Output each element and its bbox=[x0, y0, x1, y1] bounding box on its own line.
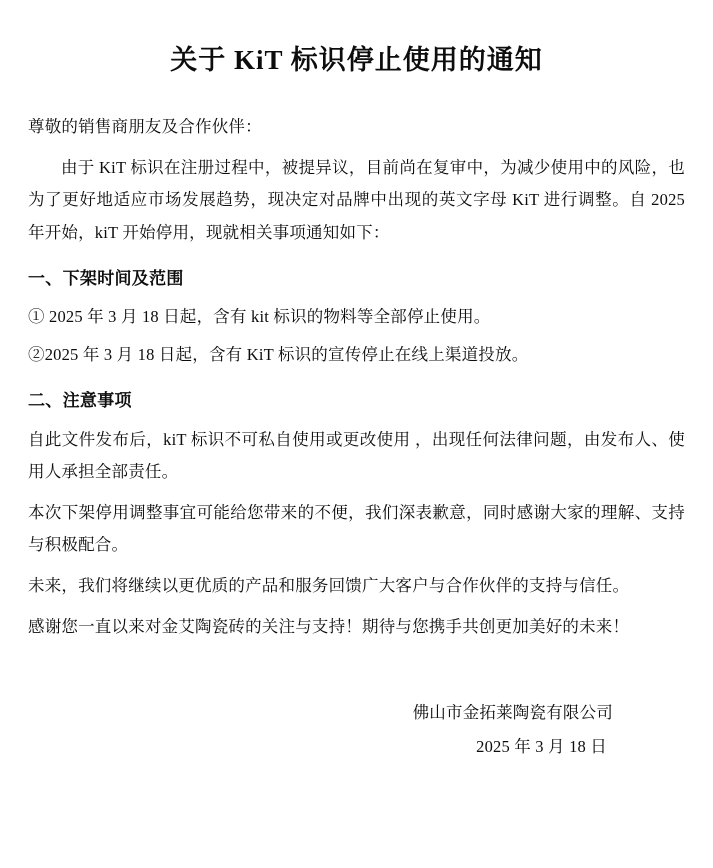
signature-date: 2025 年 3 月 18 日 bbox=[476, 737, 607, 757]
signature-company: 佛山市金拓莱陶瓷有限公司 bbox=[412, 702, 613, 722]
section-heading-1: 一、下架时间及范围 bbox=[28, 268, 184, 288]
notice-paragraph-1: 自此文件发布后，kiT 标识不可私自使用或更改使用 ，出现任何法律问题，由发布人、使用人承担全部责任。 bbox=[28, 429, 685, 481]
page-title: 关于 KiT 标识停止使用的通知 bbox=[170, 45, 543, 75]
notice-paragraph-4: 感谢您一直以来对金艾陶瓷砖的关注与支持！期待与您携手共创更加美好的未来！ bbox=[28, 617, 630, 637]
intro-paragraph: 由于 KiT 标识在注册过程中，被提异议，目前尚在复审中，为减少使用中的风险，也为了更好地适应市场发展趋势，现决定对品牌中出现的英文字母 KiT 进行调整。自 2025 年开始，kiT 开始停用，现就相关事项通知如下： bbox=[28, 158, 685, 242]
signature-block bbox=[28, 696, 685, 765]
notice-paragraph-3: 未来，我们将继续以更优质的产品和服务回馈广大客户与合作伙伴的支持与信任。 bbox=[28, 576, 630, 596]
salutation: 尊敬的销售商朋友及合作伙伴： bbox=[28, 117, 262, 136]
list-item: ②2025 年 3 月 18 日起，含有 KiT 标识的宣传停止在线上渠道投放。 bbox=[28, 345, 529, 365]
page-bottom-margin bbox=[28, 765, 685, 855]
section-heading-2: 二、注意事项 bbox=[28, 391, 132, 411]
document-body bbox=[28, 111, 685, 644]
list-item: ① 2025 年 3 月 18 日起，含有 kit 标识的物料等全部停止使用。 bbox=[28, 306, 491, 326]
notice-paragraph-2: 本次下架停用调整事宜可能给您带来的不便，我们深表歉意，同时感谢大家的理解、支持与积极配合。 bbox=[28, 502, 685, 555]
